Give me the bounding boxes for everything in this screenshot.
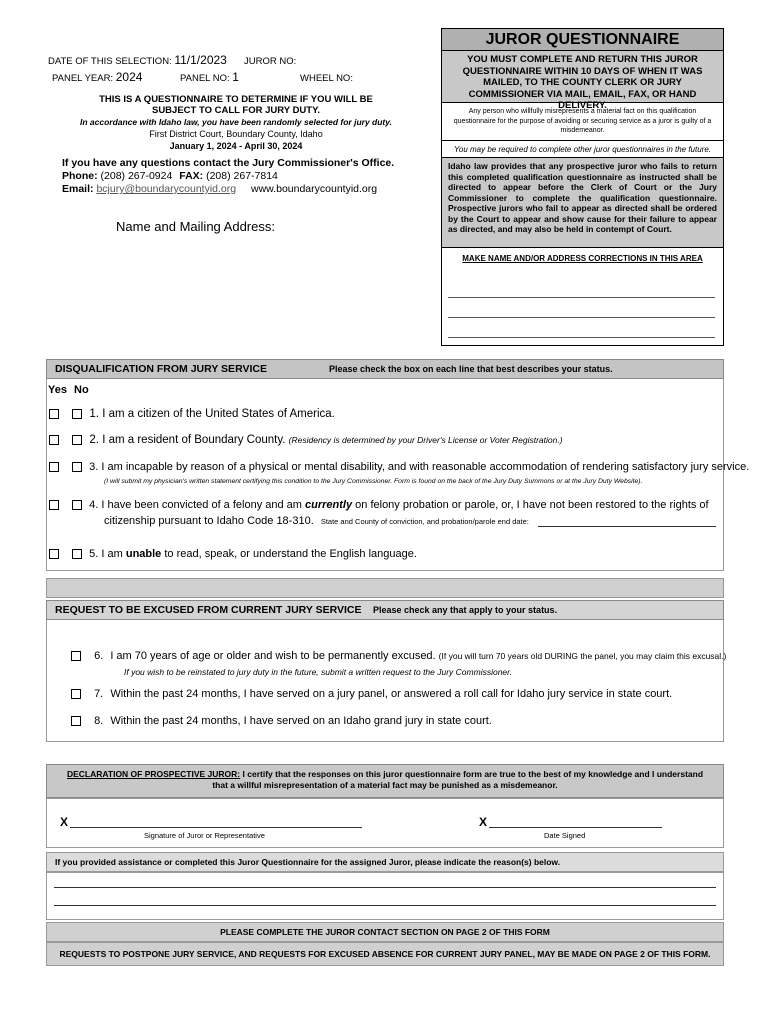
date-signed-line[interactable] xyxy=(489,827,662,828)
excuse-instruction: Please check any that apply to your status. xyxy=(373,605,558,615)
item6-num: 6. xyxy=(94,650,104,662)
item8-text: Within the past 24 months, I have served on an Idaho grand jury in state court. xyxy=(110,715,492,727)
item3-num: 3. xyxy=(89,461,99,473)
correction-line-2[interactable] xyxy=(448,317,715,318)
panel-dates: January 1, 2024 - April 30, 2024 xyxy=(169,141,303,151)
declaration-title: DECLARATION OF PROSPECTIVE JUROR: xyxy=(66,769,241,779)
disqualification-item-2 xyxy=(49,434,563,446)
item3-no-checkbox[interactable] xyxy=(72,462,82,472)
juror-no-label: JUROR NO: xyxy=(244,56,297,67)
contact-line: If you have any questions contact the Jury Commissioner's Office. xyxy=(62,157,395,169)
item1-text: I am a citizen of the United States of America. xyxy=(102,408,335,420)
item6-note: (If you will turn 70 years old DURING the panel, you may claim this excusal.) xyxy=(438,651,727,661)
juror-questionnaire-box xyxy=(441,28,724,346)
item4-note: State and County of conviction, and probation/parole end date: xyxy=(320,517,529,526)
item4-yes-checkbox[interactable] xyxy=(49,500,59,510)
date-x: X xyxy=(479,815,488,829)
item6-text: I am 70 years of age or older and wish to be permanently excused. xyxy=(110,650,436,662)
date-signed-label: Date Signed xyxy=(544,831,586,840)
item7-num: 7. xyxy=(94,688,104,700)
item3-note: (I will submit my physician's written statement certifying this condition to the Jury Commissioner. Form is found on the back of the Jury Duty Summons or at the Jury Duty Website). xyxy=(104,478,643,485)
intro-line2: SUBJECT TO CALL FOR JURY DUTY. xyxy=(151,105,321,116)
item5-yes-checkbox[interactable] xyxy=(49,549,59,559)
item4-no-checkbox[interactable] xyxy=(72,500,82,510)
signature-label: Signature of Juror or Representative xyxy=(144,831,265,840)
item7-text: Within the past 24 months, I have served on a jury panel, or answered a roll call for Idaho jury service in state court. xyxy=(110,688,673,700)
intro-line3: In accordance with Idaho law, you have been randomly selected for jury duty. xyxy=(79,117,393,127)
disqualification-header xyxy=(46,359,724,379)
may-require-notice: You may be required to complete other juror questionnaires in the future. xyxy=(442,141,723,158)
item5-text-b: to read, speak, or understand the English language. xyxy=(164,548,417,560)
no-label: No xyxy=(74,384,89,396)
panel-year xyxy=(52,70,142,84)
item2-yes-checkbox[interactable] xyxy=(49,435,59,445)
item8-checkbox[interactable] xyxy=(71,716,81,726)
item5-no-checkbox[interactable] xyxy=(72,549,82,559)
email-line xyxy=(62,183,432,195)
signature-x: X xyxy=(60,815,69,829)
item4-text-b: on felony probation or parole, or, I have not been restored to the rights of xyxy=(355,499,709,511)
excuse-item-6 xyxy=(71,650,726,662)
email-link[interactable]: bcjury@boundarycountyid.org xyxy=(96,183,237,195)
selection-date xyxy=(48,53,227,67)
disqualification-item-1 xyxy=(49,408,335,420)
court-name: First District Court, Boundary County, Idaho xyxy=(149,129,323,139)
item2-note: (Residency is determined by your Driver's License or Voter Registration.) xyxy=(288,435,563,445)
assistance-frame xyxy=(46,872,724,920)
selection-date-value: 11/1/2023 xyxy=(174,53,227,67)
item6-checkbox[interactable] xyxy=(71,651,81,661)
disqualification-item-3 xyxy=(49,461,749,473)
disqualification-item-5 xyxy=(49,548,417,560)
excuse-item-7 xyxy=(71,688,672,700)
fax-label: FAX: xyxy=(179,170,204,182)
phone-label: Phone: xyxy=(62,170,98,182)
footer-postpone-note: REQUESTS TO POSTPONE JURY SERVICE, AND REQUESTS FOR EXCUSED ABSENCE FOR CURRENT JURY PANEL, MAY BE MADE ON PAGE 2 OF THIS FORM. xyxy=(46,942,724,966)
intro-block xyxy=(46,94,426,151)
phone-value: (208) 267-0924 xyxy=(100,170,173,182)
item2-num: 2. xyxy=(89,434,99,446)
excuse-header xyxy=(46,600,724,620)
selection-date-label: DATE OF THIS SELECTION: xyxy=(48,56,172,67)
item6-note2: If you wish to be reinstated to jury duty in the future, submit a written request to the Jury Commissioner. xyxy=(124,667,513,677)
misrepresent-notice: Any person who willfully misrepresents a material fact on this qualification questionnaire for the purpose of avoiding or securing service as a juror is guilty of a misdemeanor. xyxy=(442,103,723,141)
email-label: Email: xyxy=(62,183,94,195)
item4-text-a: I have been convicted of a felony and am xyxy=(101,499,302,511)
correction-line-3[interactable] xyxy=(448,337,715,338)
corrections-heading: MAKE NAME AND/OR ADDRESS CORRECTIONS IN THIS AREA xyxy=(462,254,703,263)
correction-line-1[interactable] xyxy=(448,297,715,298)
excuse-item-8 xyxy=(71,715,492,727)
idaho-law-notice: Idaho law provides that any prospective juror who fails to return this completed qualification questionnaire as instructed shall be directed to appear before the Clerk of Court or the Jury Commissioner to complete the qualification questionnaire. Prospective jurors who fail to appear as directed shall be ordered by the Court to appear and show cause for their failure to appear as directed, and may also be held in contempt of Court. xyxy=(442,158,723,248)
item5-text-a: I am xyxy=(101,548,123,560)
item3-yes-checkbox[interactable] xyxy=(49,462,59,472)
footer-contact-note: PLEASE COMPLETE THE JUROR CONTACT SECTION ON PAGE 2 OF THIS FORM xyxy=(46,922,724,942)
item2-no-checkbox[interactable] xyxy=(72,435,82,445)
phone-fax-line xyxy=(62,170,432,182)
questionnaire-title: JUROR QUESTIONNAIRE xyxy=(442,29,723,51)
item7-checkbox[interactable] xyxy=(71,689,81,699)
item4-line2 xyxy=(104,515,529,527)
disqualification-item-4 xyxy=(49,499,709,511)
item8-num: 8. xyxy=(94,715,104,727)
disqualification-title: DISQUALIFICATION FROM JURY SERVICE xyxy=(55,363,267,375)
item5-emphasis: unable xyxy=(125,548,162,560)
item4-text-c: citizenship pursuant to Idaho Code 18-310. xyxy=(104,515,314,527)
assistance-line-2[interactable] xyxy=(54,905,716,906)
yes-no-header xyxy=(48,384,89,396)
item2-text: I am a resident of Boundary County. xyxy=(102,434,286,446)
fax-value: (208) 267-7814 xyxy=(206,170,278,182)
item1-yes-checkbox[interactable] xyxy=(49,409,59,419)
item4-emphasis: currently xyxy=(305,499,353,511)
item1-num: 1. xyxy=(89,408,99,420)
panel-no-value: 1 xyxy=(232,70,239,84)
must-return-notice: YOU MUST COMPLETE AND RETURN THIS JUROR QUESTIONNAIRE WITHIN 10 DAYS OF WHEN IT WAS MAILED, TO THE COUNTY CLERK OR JURY COMMISSIONER VIA MAIL, EMAIL, FAX, OR HAND DELIVERY. xyxy=(442,51,723,103)
panel-year-label: PANEL YEAR: xyxy=(52,73,114,84)
assistance-line-1[interactable] xyxy=(54,887,716,888)
excuse-title: REQUEST TO BE EXCUSED FROM CURRENT JURY SERVICE xyxy=(55,604,362,616)
declaration-text1: I certify that the responses on this juror questionnaire form are true to the best of my knowledge and I understand xyxy=(242,769,704,779)
declaration-text2: that a willful misrepresentation of a material fact may be punished as a misdemeanor. xyxy=(212,780,558,790)
divider-bar xyxy=(46,578,724,598)
signature-line[interactable] xyxy=(70,827,362,828)
panel-no-label: PANEL NO: xyxy=(180,73,230,84)
panel-year-value: 2024 xyxy=(115,70,143,84)
item5-num: 5. xyxy=(89,548,99,560)
name-address-label: Name and Mailing Address: xyxy=(116,219,275,234)
website-text: www.boundarycountyid.org xyxy=(251,183,378,195)
item4-conviction-line[interactable] xyxy=(538,526,716,527)
contact-block xyxy=(62,157,432,195)
item1-no-checkbox[interactable] xyxy=(72,409,82,419)
panel-no xyxy=(180,70,239,84)
item4-num: 4. xyxy=(89,499,99,511)
item3-text: I am incapable by reason of a physical or mental disability, and with reasonable accommodation of rendering satisfactory jury service. xyxy=(101,461,750,473)
declaration-block xyxy=(46,764,724,798)
wheel-no-label: WHEEL NO: xyxy=(300,73,353,84)
yes-label: Yes xyxy=(48,384,67,396)
assistance-header: If you provided assistance or completed this Juror Questionnaire for the assigned Juror, please indicate the reason(s) below. xyxy=(46,852,724,872)
disqualification-instruction: Please check the box on each line that best describes your status. xyxy=(329,364,613,374)
signature-frame xyxy=(46,798,724,848)
intro-line1: THIS IS A QUESTIONNAIRE TO DETERMINE IF YOU WILL BE xyxy=(99,94,373,105)
